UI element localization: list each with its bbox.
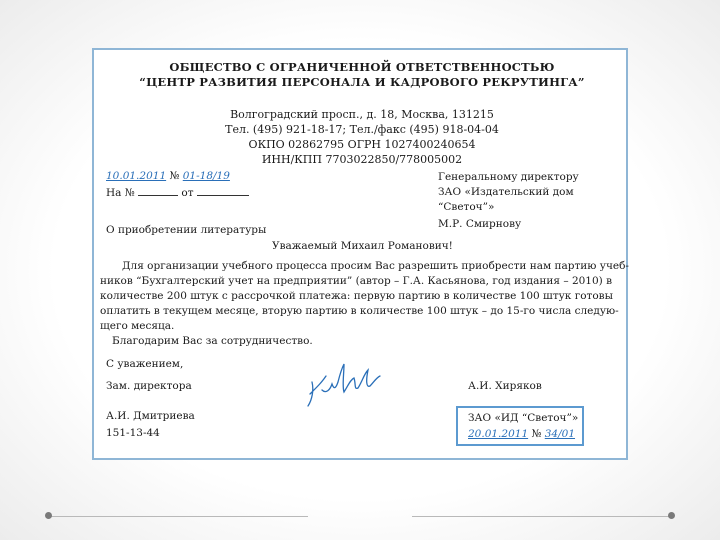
reference-date-blank	[197, 185, 249, 196]
outgoing-num-sign: №	[169, 170, 180, 182]
letterhead-address: Волгоградский просп., д. 18, Москва, 131215	[230, 108, 494, 121]
stamp-date: 20.01.2011	[468, 428, 529, 440]
closing: С уважением,	[106, 358, 184, 370]
body-line-5: щего месяца.	[100, 320, 175, 332]
outgoing-number: 01-18/19	[182, 170, 230, 182]
handwritten-signature	[304, 360, 384, 410]
reference-label: На №	[106, 187, 135, 199]
addressee-company-cont: “Светоч”»	[438, 201, 495, 213]
addressee-position: Генеральному директору	[438, 171, 579, 183]
addressee-company: ЗАО «Издательский дом	[438, 186, 574, 198]
bottom-right-dot	[668, 512, 675, 519]
receipt-stamp	[456, 406, 584, 446]
letterhead-phones: Тел. (495) 921-18-17; Тел./факс (495) 918-04-04	[225, 123, 499, 136]
stamp-company: ЗАО «ИД “Светоч”»	[468, 412, 579, 424]
bottom-right-line	[412, 516, 672, 517]
thanks-line: Благодарим Вас за сотрудничество.	[112, 335, 313, 347]
signer-position: Зам. директора	[106, 380, 192, 392]
stamp-num-sign: №	[531, 428, 542, 440]
addressee-name: М.Р. Смирнову	[438, 218, 522, 230]
reference-from-label: от	[181, 187, 194, 199]
outgoing-number-line	[106, 170, 230, 182]
reference-line	[106, 185, 249, 199]
body-line-3: количестве 200 штук с рассрочкой платежа: первую партию в количестве 100 штук готовы	[100, 290, 613, 302]
reference-number-blank	[138, 185, 178, 196]
outgoing-date: 10.01.2011	[106, 170, 167, 182]
letterhead-inn: ИНН/КПП 7703022850/778005002	[261, 153, 463, 166]
letterhead-org-name: “ЦЕНТР РАЗВИТИЯ ПЕРСОНАЛА И КАДРОВОГО РЕКРУТИНГА”	[139, 75, 585, 89]
stamp-number: 34/01	[544, 428, 576, 440]
body-line-1: Для организации учебного процесса просим Вас разрешить приобрести нам партию учеб-	[122, 260, 629, 272]
letter-document	[92, 48, 628, 460]
signer-name: А.И. Хиряков	[468, 380, 542, 392]
stamp-registration	[468, 428, 575, 440]
letter-subject: О приобретении литературы	[106, 224, 267, 236]
letterhead-okpo: ОКПО 02862795 ОГРН 1027400240654	[248, 138, 476, 151]
bottom-left-dot	[45, 512, 52, 519]
bottom-left-line	[48, 516, 308, 517]
salutation: Уважаемый Михаил Романович!	[272, 240, 453, 252]
body-line-2: ников “Бухгалтерский учет на предприятии” (автор – Г.А. Касьянова, год издания – 2010) в	[100, 275, 613, 287]
letterhead-org-type: ОБЩЕСТВО С ОГРАНИЧЕННОЙ ОТВЕТСТВЕННОСТЬЮ	[169, 60, 555, 74]
executor-phone: 151-13-44	[106, 427, 160, 439]
executor-name: А.И. Дмитриева	[106, 410, 195, 422]
body-line-4: оплатить в текущем месяце, вторую партию в количестве 100 штук – до 15-го числа следую-	[100, 305, 619, 317]
